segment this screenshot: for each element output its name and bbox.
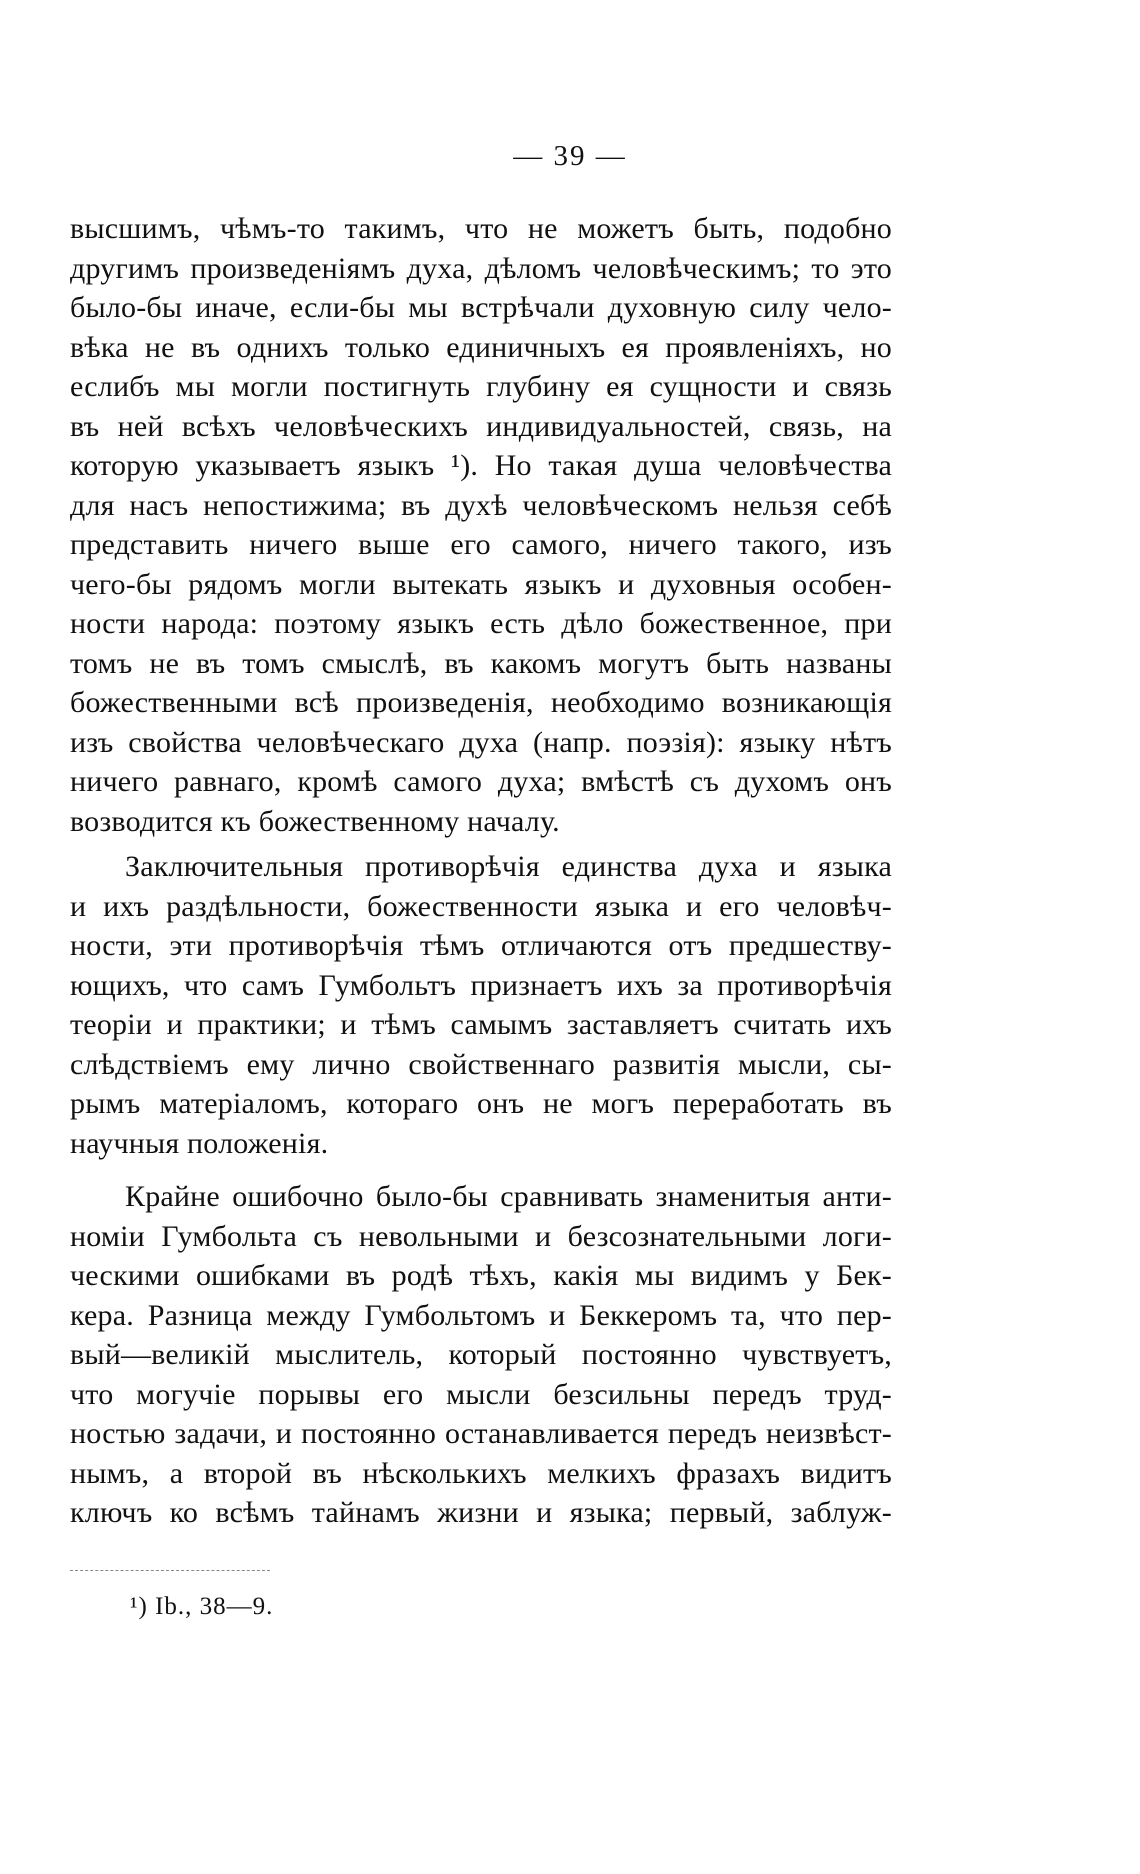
text-line: томъ не въ томъ смыслѣ, въ какомъ могутъ быть названы: [70, 646, 892, 680]
text-line: ничего равнаго, кромѣ самого духа; вмѣстѣ съ духомъ онъ: [70, 765, 892, 798]
text-line: божественными всѣ произведенія, необходимо возникающія: [70, 686, 892, 719]
text-line: чего-бы рядомъ могли вытекать языкъ и духовныя особен-: [70, 567, 892, 601]
text-line: ности, эти противорѣчія тѣмъ отличаются отъ предшеству-: [70, 929, 892, 962]
text-line: ностью задачи, и постоянно останавливается передъ неизвѣст-: [70, 1417, 892, 1450]
text-line: что могучіе порывы его мысли безсильны передъ труд-: [70, 1377, 892, 1411]
paragraph-3: [70, 1177, 892, 1533]
text-line: Заключительныя противорѣчія единства духа и языка: [125, 850, 892, 883]
text-line: для насъ непостижима; въ духѣ человѣческомъ нельзя себѣ: [70, 488, 892, 522]
text-line: вѣка не въ однихъ только единичныхъ ея проявленіяхъ, но: [70, 330, 892, 364]
text-line: которую указываетъ языкъ ¹). Но такая душа человѣчества: [70, 449, 892, 482]
text-line: было-бы иначе, если-бы мы встрѣчали духовную силу чело-: [70, 291, 892, 324]
text-line: кера. Разница между Гумбольтомъ и Беккеромъ та, что пер-: [70, 1298, 892, 1332]
text-line: и ихъ раздѣльности, божественности языка и его человѣч-: [70, 889, 892, 923]
text-line: рымъ матеріаломъ, котораго онъ не могъ переработать въ: [70, 1087, 892, 1120]
text-line: Крайне ошибочно было-бы сравнивать знаменитыя анти-: [125, 1180, 892, 1213]
text-line: другимъ произведеніямъ духа, дѣломъ человѣческимъ; то это: [70, 251, 892, 285]
footnote-text: Ib., 38—9.: [155, 1593, 274, 1620]
text-line: вый—великій мыслитель, который постоянно чувствуетъ,: [70, 1338, 892, 1371]
text-line: высшимъ, чѣмъ-то такимъ, что не можетъ быть, подобно: [70, 212, 892, 245]
text-line: изъ свойства человѣческаго духа (напр. поэзія): языку нѣтъ: [70, 725, 892, 759]
text-line: теоріи и практики; и тѣмъ самымъ заставляетъ считать ихъ: [70, 1008, 892, 1041]
text-line: представить ничего выше его самого, ничего такого, изъ: [70, 528, 892, 561]
text-line: номіи Гумбольта съ невольными и безсознательными логи-: [70, 1219, 892, 1253]
text-line: ключъ ко всѣмъ тайнамъ жизни и языка; первый, заблуж-: [70, 1496, 892, 1529]
footnote: [130, 1593, 273, 1621]
paragraph-1: [70, 209, 892, 841]
footnote-divider: [70, 1570, 270, 1571]
footnote-marker: ¹): [130, 1593, 148, 1620]
text-line: научныя положенія.: [70, 1126, 329, 1160]
paragraph-2: [70, 847, 892, 1163]
text-line: ческими ошибками въ родѣ тѣхъ, какія мы видимъ у Бек-: [70, 1259, 892, 1292]
text-line: ющихъ, что самъ Гумбольтъ признаетъ ихъ за противорѣчія: [70, 968, 892, 1002]
text-line: въ ней всѣхъ человѣческихъ индивидуальностей, связь, на: [70, 409, 892, 443]
text-line: возводится къ божественному началу.: [70, 804, 560, 838]
text-line: еслибъ мы могли постигнуть глубину ея сущности и связь: [70, 370, 892, 403]
text-line: слѣдствіемъ ему лично свойственнаго развитія мысли, сы-: [70, 1047, 892, 1081]
text-line: ности народа: поэтому языкъ есть дѣло божественное, при: [70, 607, 892, 640]
text-line: нымъ, а второй въ нѣсколькихъ мелкихъ фразахъ видитъ: [70, 1456, 892, 1490]
page-number: — 39 —: [513, 140, 627, 172]
